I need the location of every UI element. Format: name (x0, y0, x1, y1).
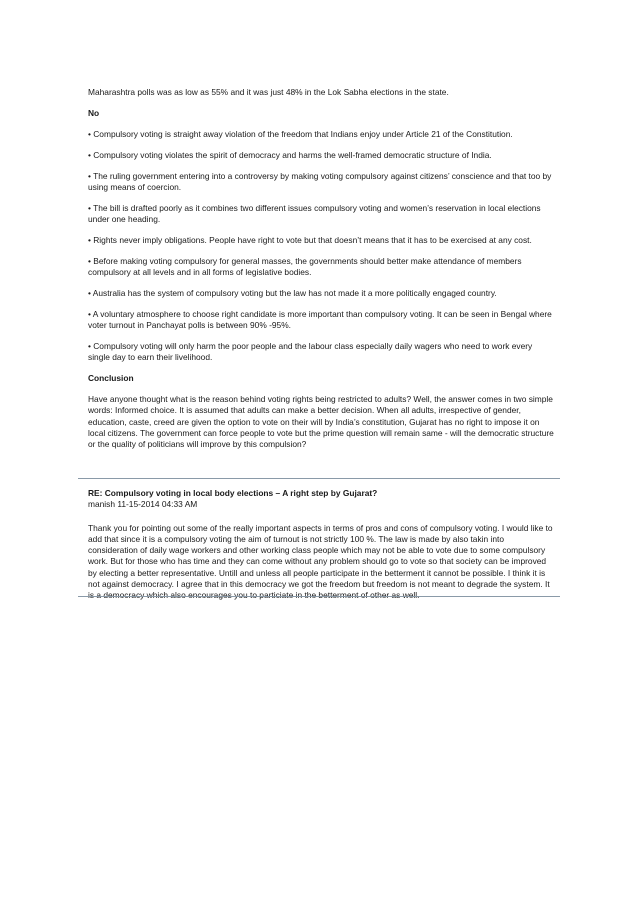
no-point: • Rights never imply obligations. People have right to vote but that doesn’t means that it has to be exercised at any cost. (88, 234, 532, 245)
conclusion-paragraph: Have anyone thought what is the reason behind voting rights being restricted to adults? Well, the answer comes in two simple words: Informed choice. It is assumed that adults can make a better decision. When all adults, irrespective of gender, education, caste, creed are given the option to vote on their will by India’s constitution, Gujarat has no right to impose it on local citizens. The government can force people to vote but the prime question will remain same - will the democratic structure or the quality of politicians will improve by this compulsion? (88, 394, 554, 450)
reply-divider (78, 596, 560, 597)
no-point: • Compulsory voting is straight away violation of the freedom that Indians enjoy under Article 21 of the Constitution. (88, 128, 513, 139)
no-heading: No (88, 107, 100, 118)
no-point: • Compulsory voting violates the spirit of democracy and harms the well-framed democratic structure of India. (88, 149, 492, 160)
reply-meta: manish 11-15-2014 04:33 AM (88, 499, 198, 510)
no-point: • The ruling government entering into a controversy by making voting compulsory against citizens’ conscience and that too by using means of coercion. (88, 170, 552, 192)
conclusion-heading: Conclusion (88, 373, 134, 384)
no-point: • The bill is drafted poorly as it combines two different issues compulsory voting and women’s reservation in local elections under one heading. (88, 202, 541, 225)
reply-title: RE: Compulsory voting in local body elections – A right step by Gujarat? (88, 488, 378, 498)
section-divider (78, 478, 560, 479)
no-point: • Compulsory voting will only harm the poor people and the labour class especially daily wagers who need to work every single day to earn their livelihood. (88, 341, 533, 363)
reply-body: Thank you for pointing out some of the really important aspects in terms of pros and cons of compulsory voting. I would like to add that since it is a compulsory voting the aim of turnout is not strictly 100 %. The law is made by also takin into consideration of daily wage workers and other working class people which may not be able to vote due to some compulsory work. But for those who has time and they can come without any problem should go to vote so that society can be improved by electing a better representative. Untill and unless all people participate in the betterment it cannot be possible. I think it is not against democracy. I agree that in this democracy we got the freedom but freedom is not meant to degrade the system. It is a democracy which also encourages you to particiate in the betterment of other as well. (88, 522, 553, 601)
article-body (88, 87, 556, 460)
intro-paragraph: Maharashtra polls was as low as 55% and it was just 48% in the Lok Sabha elections in the state. (88, 87, 449, 97)
no-point: • Australia has the system of compulsory voting but the law has not made it a more politically engaged country. (88, 288, 497, 299)
reply-post (88, 488, 556, 611)
no-point: • Before making voting compulsory for general masses, the governments should better make attendance of members compulsory at all levels and in all forms of legislative bodies. (88, 255, 522, 278)
no-point: • A voluntary atmosphere to choose right candidate is more important than compulsory voting. It can be seen in Bengal where voter turnout in Panchayat polls is between 90% -95%. (88, 308, 552, 331)
